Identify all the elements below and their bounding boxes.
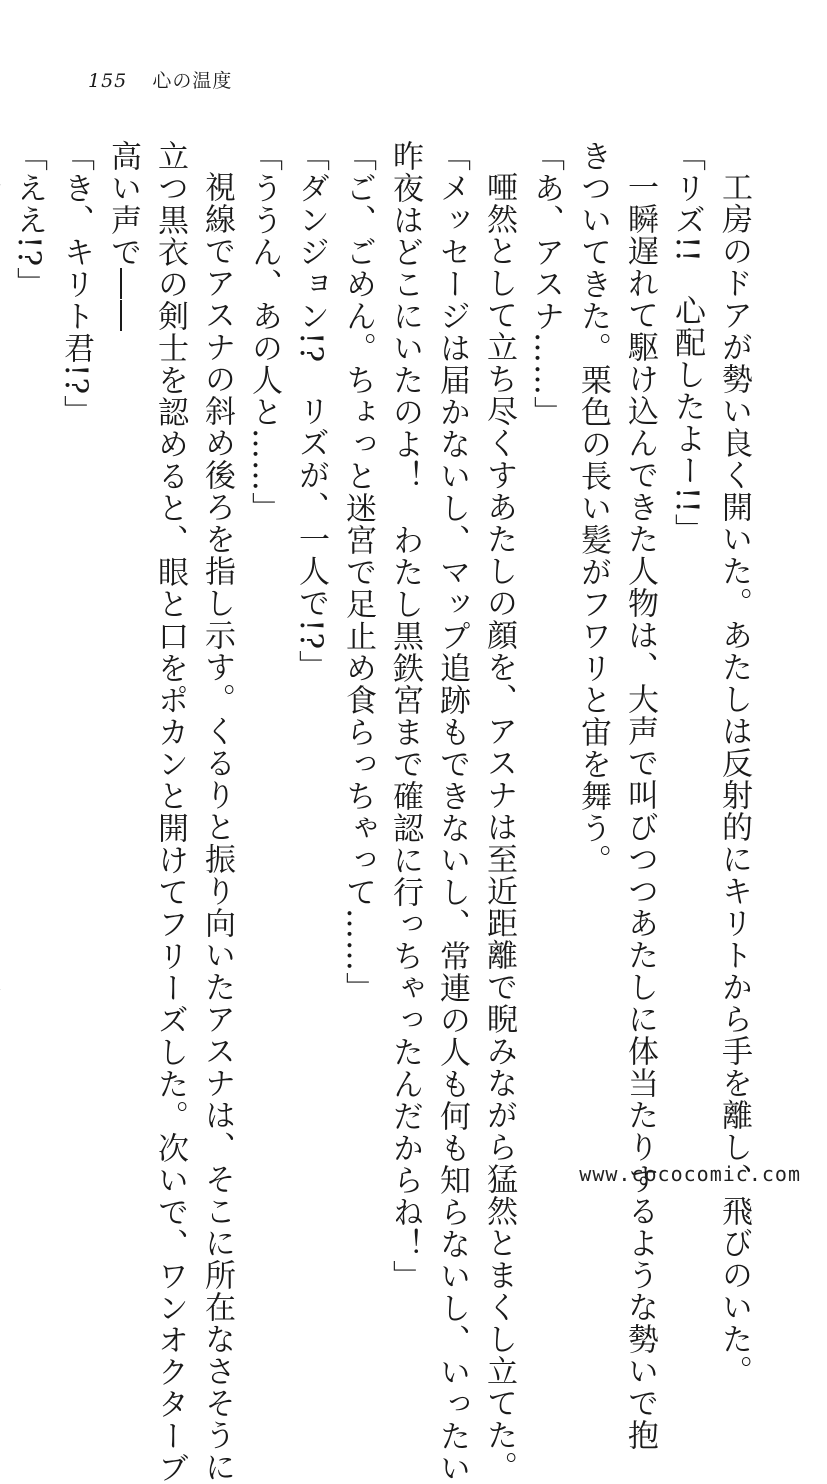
chapter-title: 心の温度 — [152, 70, 233, 92]
text-line: 唖然として立ち尽くすあたしの顔を、アスナは至近距離で睨みながら猛然とまくし立てた。 — [481, 171, 517, 1483]
text-line: 「ううん、あの人と……」 — [246, 140, 282, 524]
text-line: 工房のドアが勢い良く開いた。あたしは反射的にキリトから手を離し、飛びのいた。 — [716, 171, 752, 1387]
page-header — [88, 66, 232, 93]
text-line: きついてきた。栗色の長い髪がフワリと宙を舞う。 — [575, 140, 611, 876]
text-line: 「メッセージは届かないし、マップ追跡もできないし、常連の人も何も知らないし、いったい — [434, 140, 470, 1484]
page-number: 155 — [88, 70, 128, 92]
text-line: 「リズ!! 心配したよー!!」 — [669, 140, 705, 546]
text-line — [0, 140, 5, 1100]
text-line: 視線でアスナの斜め後ろを指し示す。くるりと振り向いたアスナは、そこに所在なさそうに — [199, 171, 235, 1483]
text-line: 「ええ!?」 — [11, 140, 47, 300]
text-line: 「あ、アスナ……」 — [528, 140, 564, 428]
text-line: 高い声で―― — [105, 140, 141, 332]
text-line: 一瞬遅れて駆け込んできた人物は、大声で叫びつつあたしに体当たりするような勢いで抱 — [622, 171, 658, 1451]
watermark-url: www.cococomic.com — [579, 1162, 801, 1186]
text-line: 「ダンジョン!? リズが、一人で!?」 — [293, 140, 329, 683]
text-line: 昨夜はどこにいたのよ！ わたし黒鉄宮まで確認に行っちゃったんだからね！」 — [387, 140, 423, 1292]
text-line: 「き、キリト君!?」 — [58, 140, 94, 428]
text-line: 立つ黒衣の剣士を認めると、眼と口をポカンと開けてフリーズした。次いで、ワンオクターブ — [152, 140, 188, 1484]
text-line: 「ご、ごめん。ちょっと迷宮で足止め食らっちゃって……」 — [340, 140, 376, 1004]
